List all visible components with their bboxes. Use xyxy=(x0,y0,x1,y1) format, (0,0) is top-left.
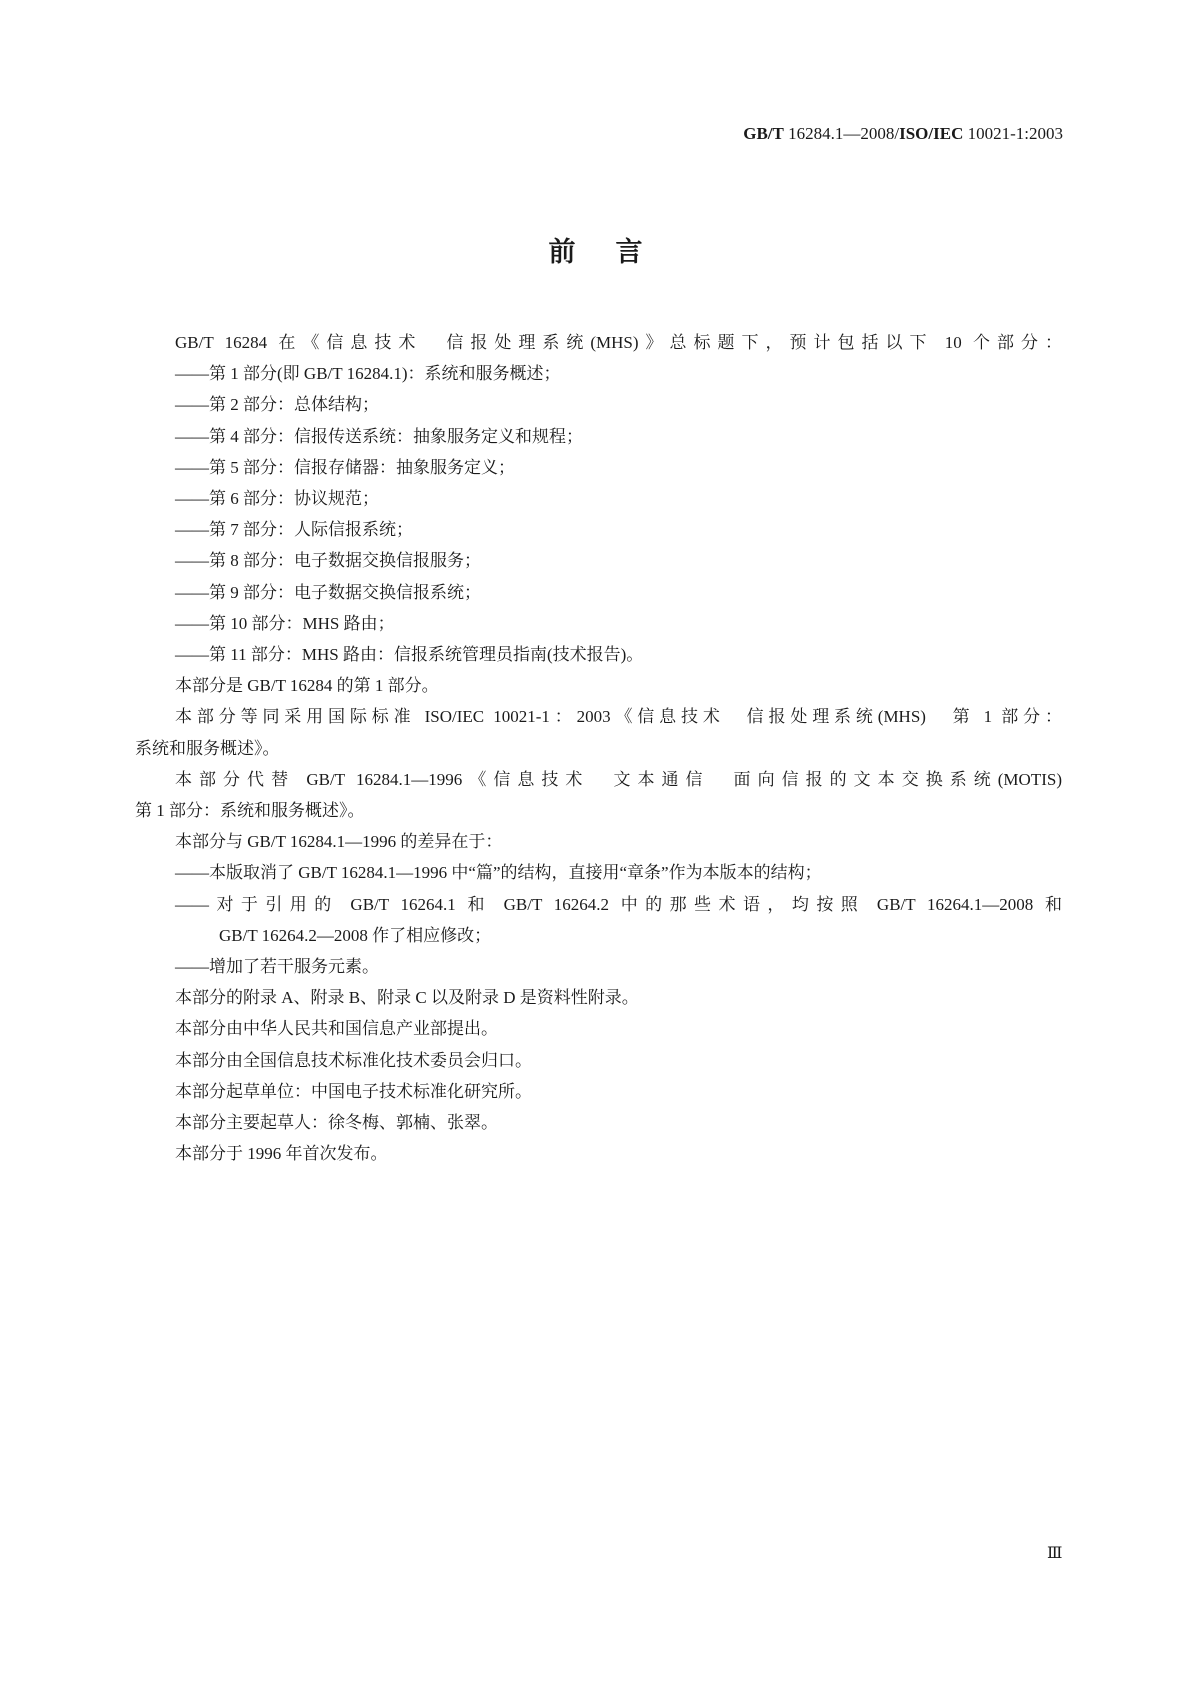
text-line: 本部分是 GB/T 16284 的第 1 部分。 xyxy=(175,676,439,696)
text-line: GB/T 16284 在《信息技术 信报处理系统(MHS)》总标题下，预计包括以下 10 个部分： xyxy=(175,333,1062,352)
text-line: ——第 7 部分：人际信报系统； xyxy=(175,520,413,540)
standard-header xyxy=(743,124,1063,144)
iso-number: 10021-1:2003 xyxy=(967,124,1063,143)
text-line: 本部分的附录 A、附录 B、附录 C 以及附录 D 是资料性附录。 xyxy=(175,988,639,1008)
text-line: ——第 4 部分：信报传送系统：抽象服务定义和规程； xyxy=(175,426,583,446)
page-number: Ⅲ xyxy=(1047,1545,1063,1562)
text-line: 本部分等同采用国际标准 ISO/IEC 10021-1：2003《信息技术 信报处理系统(MHS) 第 1 部分： xyxy=(175,707,1062,727)
text-line: 本部分由中华人民共和国信息产业部提出。 xyxy=(175,1019,498,1039)
document-body xyxy=(135,327,1062,1169)
text-line: GB/T 16264.2—2008 作了相应修改； xyxy=(219,925,492,945)
text-line: ——第 9 部分：电子数据交换信报系统； xyxy=(175,582,481,602)
text-line: ——第 5 部分：信报存储器：抽象服务定义； xyxy=(175,457,515,477)
text-line: ——本版取消了 GB/T 16284.1—1996 中“篇”的结构，直接用“章条”作为本版本的结构； xyxy=(175,863,822,883)
page-title: 前言 xyxy=(548,237,683,268)
text-line: 本部分起草单位：中国电子技术标准化研究所。 xyxy=(175,1081,532,1101)
text-line: 系统和服务概述》。 xyxy=(135,738,280,758)
text-line: ——对于引用的 GB/T 16264.1 和 GB/T 16264.2 中的那些术语，均按照 GB/T 16264.1—2008 和 xyxy=(175,894,1062,914)
text-line: 本部分代替 GB/T 16284.1—1996《信息技术 文本通信 面向信报的文本交换系统(MOTIS) xyxy=(175,769,1062,789)
text-line: ——第 8 部分：电子数据交换信报服务； xyxy=(175,551,481,571)
text-line: ——第 6 部分：协议规范； xyxy=(175,489,379,509)
std-prefix: GB/T xyxy=(743,124,784,143)
iso-prefix: ISO/IEC xyxy=(899,124,964,143)
text-line: ——增加了若干服务元素。 xyxy=(175,957,379,977)
text-line: ——第 11 部分：MHS 路由：信报系统管理员指南(技术报告)。 xyxy=(175,645,644,665)
text-line: 本部分于 1996 年首次发布。 xyxy=(175,1144,388,1164)
text-line: ——第 2 部分：总体结构； xyxy=(175,395,379,415)
text-line: 第 1 部分：系统和服务概述》。 xyxy=(135,801,365,821)
text-line: 本部分由全国信息技术标准化技术委员会归口。 xyxy=(175,1050,532,1070)
text-line: ——第 1 部分(即 GB/T 16284.1)：系统和服务概述； xyxy=(175,364,561,384)
std-number: 16284.1—2008/ xyxy=(788,124,900,143)
text-line: ——第 10 部分：MHS 路由； xyxy=(175,613,395,633)
text-line: 本部分与 GB/T 16284.1—1996 的差异在于： xyxy=(175,832,503,852)
text-line: 本部分主要起草人：徐冬梅、郭楠、张翠。 xyxy=(175,1113,498,1133)
